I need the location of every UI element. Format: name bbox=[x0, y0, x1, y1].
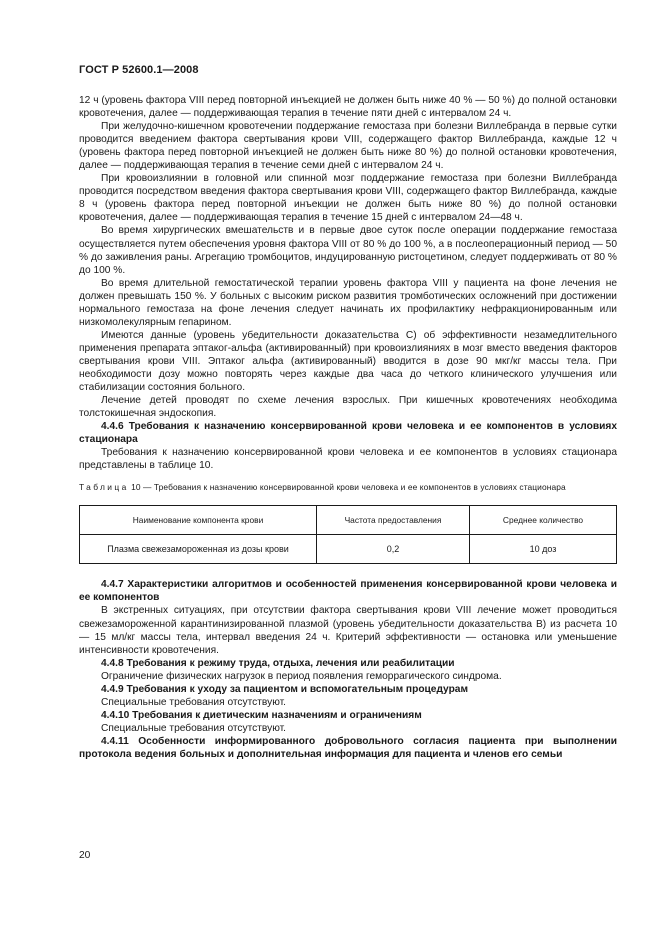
table-header-cell: Наименование компонента крови bbox=[80, 506, 317, 535]
paragraph: Специальные требования отсутствуют. bbox=[101, 696, 286, 708]
table-cell: 10 доз bbox=[470, 535, 617, 564]
table-caption-label: Таблица bbox=[79, 482, 129, 493]
section-heading-4-4-9: 4.4.9 Требования к уходу за пациентом и вспомогательным процедурам bbox=[101, 683, 469, 695]
paragraph: Ограничение физических нагрузок в период появления геморрагического синдрома. bbox=[101, 670, 502, 682]
table-header-cell: Среднее количество bbox=[470, 506, 617, 535]
page-content bbox=[79, 94, 617, 761]
section-heading-4-4-8: 4.4.8 Требования к режиму труда, отдыха, лечения или реабилитации bbox=[101, 657, 455, 669]
page-number: 20 bbox=[79, 850, 91, 861]
standard-header: ГОСТ Р 52600.1—2008 bbox=[79, 64, 199, 76]
paragraph: Во время хирургических вмешательств и в первые двое суток после операции поддержание гемостаза осуществляется путем обеспечения уровня фактора VIII от 80 % до 100 %, а в послеоперационный период — 50 % до заживления раны. Агрегацию тромбоцитов, индуцированную ристоцетином, следует поддерживать от 80 % до 100 %. bbox=[79, 225, 617, 276]
paragraph: Имеются данные (уровень убедительности доказательства С) об эффективности незамедлительного применения препарата эптаког-альфа (активированный) при кровоизлияниях в мозг вместо введения факторов свертывания крови VIII. Эптаког альфа (активированный) вводится в дозе 90 мкг/кг массы тела. При необходимости дозу можно повторять через каждые два часа до четкого клинического улучшения или стабилизации состояния больного. bbox=[79, 329, 617, 394]
section-heading-4-4-10: 4.4.10 Требования к диетическим назначениям и ограничениям bbox=[101, 709, 422, 721]
paragraph: Специальные требования отсутствуют. bbox=[101, 722, 286, 734]
table-cell: Плазма свежезамороженная из дозы крови bbox=[80, 535, 317, 564]
paragraph: В экстренных ситуациях, при отсутствии фактора свертывания крови VIII лечение может проводиться свежезамороженной карантинизированной плазмой (уровень убедительности доказательства В) из расчета 10 — 15 мл/кг массы тела, интервал введения 24 ч. Критерий эффективности — остановка или уменьшение интенсивности кровотечения. bbox=[79, 605, 617, 656]
paragraph: При желудочно-кишечном кровотечении поддержание гемостаза при болезни Виллебранда в первые сутки проводится введением фактора свертывания крови VIII, содержащего фактор Виллебранда, каждые 12 ч (уровень фактора перед повторной инъекцией не должен быть ниже 80 %) до полной остановки кровотечения, далее — поддерживающая терапия в течение семи дней с интервалом 24 ч. bbox=[79, 121, 617, 172]
section-heading-4-4-11: 4.4.11 Особенности информированного добровольного согласия пациента при выполнении протокола ведения больных и дополнительная информация для пациента и членов его семьи bbox=[79, 735, 617, 760]
table-caption bbox=[79, 482, 617, 493]
table-10 bbox=[79, 505, 617, 564]
table-header-cell: Частота предоставления bbox=[317, 506, 470, 535]
table-cell: 0,2 bbox=[317, 535, 470, 564]
paragraph: 12 ч (уровень фактора VIII перед повторной инъекцией не должен быть ниже 40 % — 50 %) до полной остановки кровотечения, далее — поддерживающая терапия в течение пяти дней с интервалом 24 ч. bbox=[79, 95, 617, 120]
paragraph: При кровоизлиянии в головной или спинной мозг поддержание гемостаза при болезни Виллебранда проводится посредством введения фактора свертывания крови VIII, содержащего фактор Виллебранда, каждые 8 ч (уровень фактора перед повторной инъекции не должен быть ниже 80 %) до полной остановки кровотечения, далее — поддерживающая терапия в течение 15 дней с интервалом 24—48 ч. bbox=[79, 173, 617, 224]
paragraph: Лечение детей проводят по схеме лечения взрослых. При кишечных кровотечениях необходима толстокишечная эндоскопия. bbox=[79, 395, 617, 420]
paragraph: Требования к назначению консервированной крови человека и ее компонентов в условиях стационара представлены в таблице 10. bbox=[79, 447, 617, 472]
table-row bbox=[80, 535, 617, 564]
section-heading-4-4-7: 4.4.7 Характеристики алгоритмов и особенностей применения консервированной крови человека и ее компонентов bbox=[79, 579, 617, 604]
table-caption-text: 10 — Требования к назначению консервированной крови человека и ее компонентов в условиях стационара bbox=[128, 482, 566, 493]
paragraph: Во время длительной гемостатической терапии уровень фактора VIII у пациента на фоне лечения не должен превышать 150 %. У больных с высоким риском развития тромботических осложнений при достижении нормального гемостаза на фоне лечения следует начинать их профилактику нефракционированным или низкомолекулярным гепарином. bbox=[79, 277, 617, 328]
table-header-row bbox=[80, 506, 617, 535]
section-heading-4-4-6: 4.4.6 Требования к назначению консервированной крови человека и ее компонентов в условиях стационара bbox=[79, 421, 617, 446]
